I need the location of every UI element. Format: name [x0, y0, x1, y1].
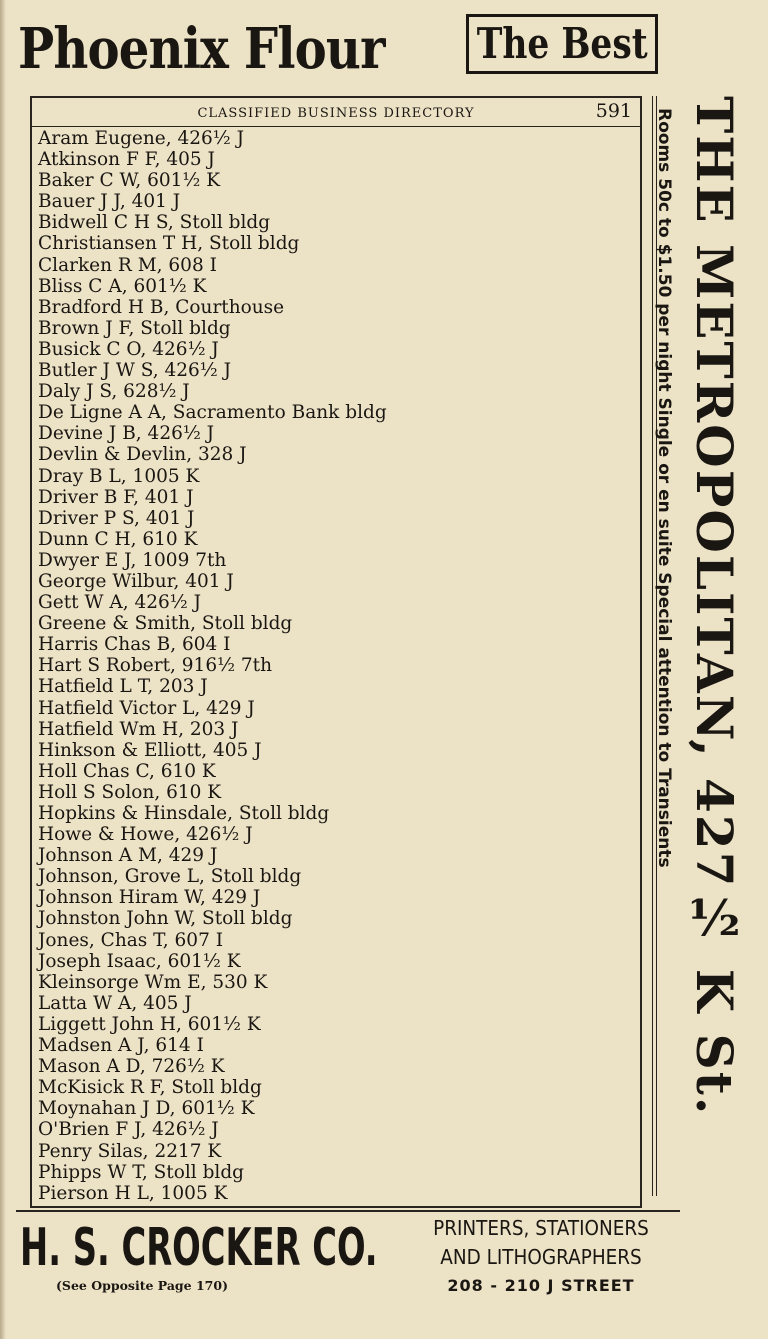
directory-entry: Hinkson & Elliott, 405 J	[38, 739, 262, 761]
directory-entry: Bliss C A, 601½ K	[38, 275, 207, 297]
directory-entry: Bidwell C H S, Stoll bldg	[38, 212, 271, 234]
page-edge	[0, 0, 6, 1339]
directory-header	[32, 98, 640, 127]
printer-address: 208 - 210 J STREET	[447, 1276, 635, 1295]
directory-entry: Baker C W, 601½ K	[38, 170, 221, 192]
directory-entry: Hopkins & Hinsdale, Stoll bldg	[38, 803, 330, 824]
directory-entry: Dray B L, 1005 K	[38, 465, 200, 487]
tagline: The Best	[476, 19, 648, 68]
side-advertisement	[650, 96, 750, 1206]
directory-entry: Johnson A M, 429 J	[38, 845, 218, 867]
brand-name: Phoenix Flour	[18, 16, 385, 82]
directory-entry: Johnston John W, Stoll bldg	[38, 908, 293, 930]
directory-entry: Christiansen T H, Stoll bldg	[38, 233, 300, 255]
printer-name: H. S. CROCKER CO.	[20, 1218, 378, 1278]
tagline-box	[466, 14, 658, 74]
directory-entry: Johnson Hiram W, 429 J	[38, 887, 261, 909]
directory-entry: Kleinsorge Wm E, 530 K	[38, 971, 268, 993]
hotel-name	[678, 96, 750, 1206]
directory-entry: Madsen A J, 614 I	[38, 1035, 204, 1057]
directory-entry: Holl S Solon, 610 K	[38, 781, 222, 803]
directory-entry: Gett W A, 426½ J	[38, 592, 202, 614]
directory-entry: Hatfield L T, 203 J	[38, 676, 208, 698]
directory-entry: Johnson, Grove L, Stoll bldg	[38, 866, 302, 888]
directory-entry: Pierson H L, 1005 K	[38, 1182, 228, 1204]
directory-entry: Driver P S, 401 J	[38, 507, 195, 529]
directory-entry: Bradford H B, Courthouse	[38, 296, 285, 318]
directory-entry: Devlin & Devlin, 328 J	[38, 444, 247, 466]
directory-entry: Hatfield Wm H, 203 J	[38, 718, 239, 740]
directory-entry: Greene & Smith, Stoll bldg	[38, 613, 293, 635]
directory-entry: Clarken R M, 608 I	[38, 254, 217, 276]
directory-entry: Liggett John H, 601½ K	[38, 1013, 261, 1035]
page-number: 591	[595, 100, 632, 122]
directory-entry: Brown J F, Stoll bldg	[38, 317, 231, 339]
services-line-1: PRINTERS, STATIONERS	[433, 1216, 649, 1240]
directory-entry: George Wilbur, 401 J	[38, 570, 234, 592]
printer-services	[408, 1214, 675, 1272]
directory-entry: McKisick R F, Stoll bldg	[38, 1077, 262, 1099]
directory-entry: Harris Chas B, 604 I	[38, 634, 231, 656]
directory-entry: Moynahan J D, 601½ K	[38, 1098, 255, 1120]
header-advertisement	[16, 8, 666, 88]
directory-entry: Mason A D, 726½ K	[38, 1056, 225, 1078]
directory-entry: Busick C O, 426½ J	[38, 338, 219, 360]
directory-entry: Holl Chas C, 610 K	[38, 760, 216, 782]
hotel-rates	[650, 108, 678, 1208]
directory-entry: O'Brien F J, 426½ J	[38, 1119, 219, 1141]
directory-entry: Howe & Howe, 426½ J	[38, 824, 253, 846]
directory-entry: Hart S Robert, 916½ 7th	[38, 655, 273, 677]
directory-entry: De Ligne A A, Sacramento Bank bldg	[38, 402, 387, 424]
directory-entry: Latta W A, 405 J	[38, 992, 192, 1014]
hotel-name-text: THE METROPOLITAN, 427½ K St.	[685, 96, 744, 1117]
directory-entry: Phipps W T, Stoll bldg	[38, 1161, 245, 1183]
directory-entry: Penry Silas, 2217 K	[38, 1140, 222, 1162]
directory-entry: Hatfield Victor L, 429 J	[38, 697, 255, 719]
directory-entry: Joseph Isaac, 601½ K	[38, 950, 241, 972]
directory-entry: Atkinson F F, 405 J	[38, 149, 215, 171]
printer-note: (See Opposite Page 170)	[56, 1278, 228, 1293]
directory-entry: Driver B F, 401 J	[38, 486, 194, 508]
directory-entry: Dwyer E J, 1009 7th	[38, 549, 227, 571]
section-title: CLASSIFIED BUSINESS DIRECTORY	[197, 106, 475, 121]
directory-entry: Bauer J J, 401 J	[38, 191, 181, 213]
directory-entry: Daly J S, 628½ J	[38, 381, 190, 403]
directory-listings	[38, 128, 634, 1204]
directory-entry: Dunn C H, 610 K	[38, 528, 198, 550]
hotel-rates-text: Rooms 50c to $1.50 per night Single or en suite Special attention to Transients	[654, 108, 674, 868]
directory-entry: Jones, Chas T, 607 I	[38, 929, 224, 951]
directory-entry: Aram Eugene, 426½ J	[38, 128, 245, 149]
footer-advertisement	[16, 1210, 680, 1332]
directory-frame	[30, 96, 642, 1208]
services-line-2: AND LITHOGRAPHERS	[440, 1245, 642, 1269]
directory-entry: Butler J W S, 426½ J	[38, 360, 232, 382]
directory-entry: Devine J B, 426½ J	[38, 423, 215, 445]
